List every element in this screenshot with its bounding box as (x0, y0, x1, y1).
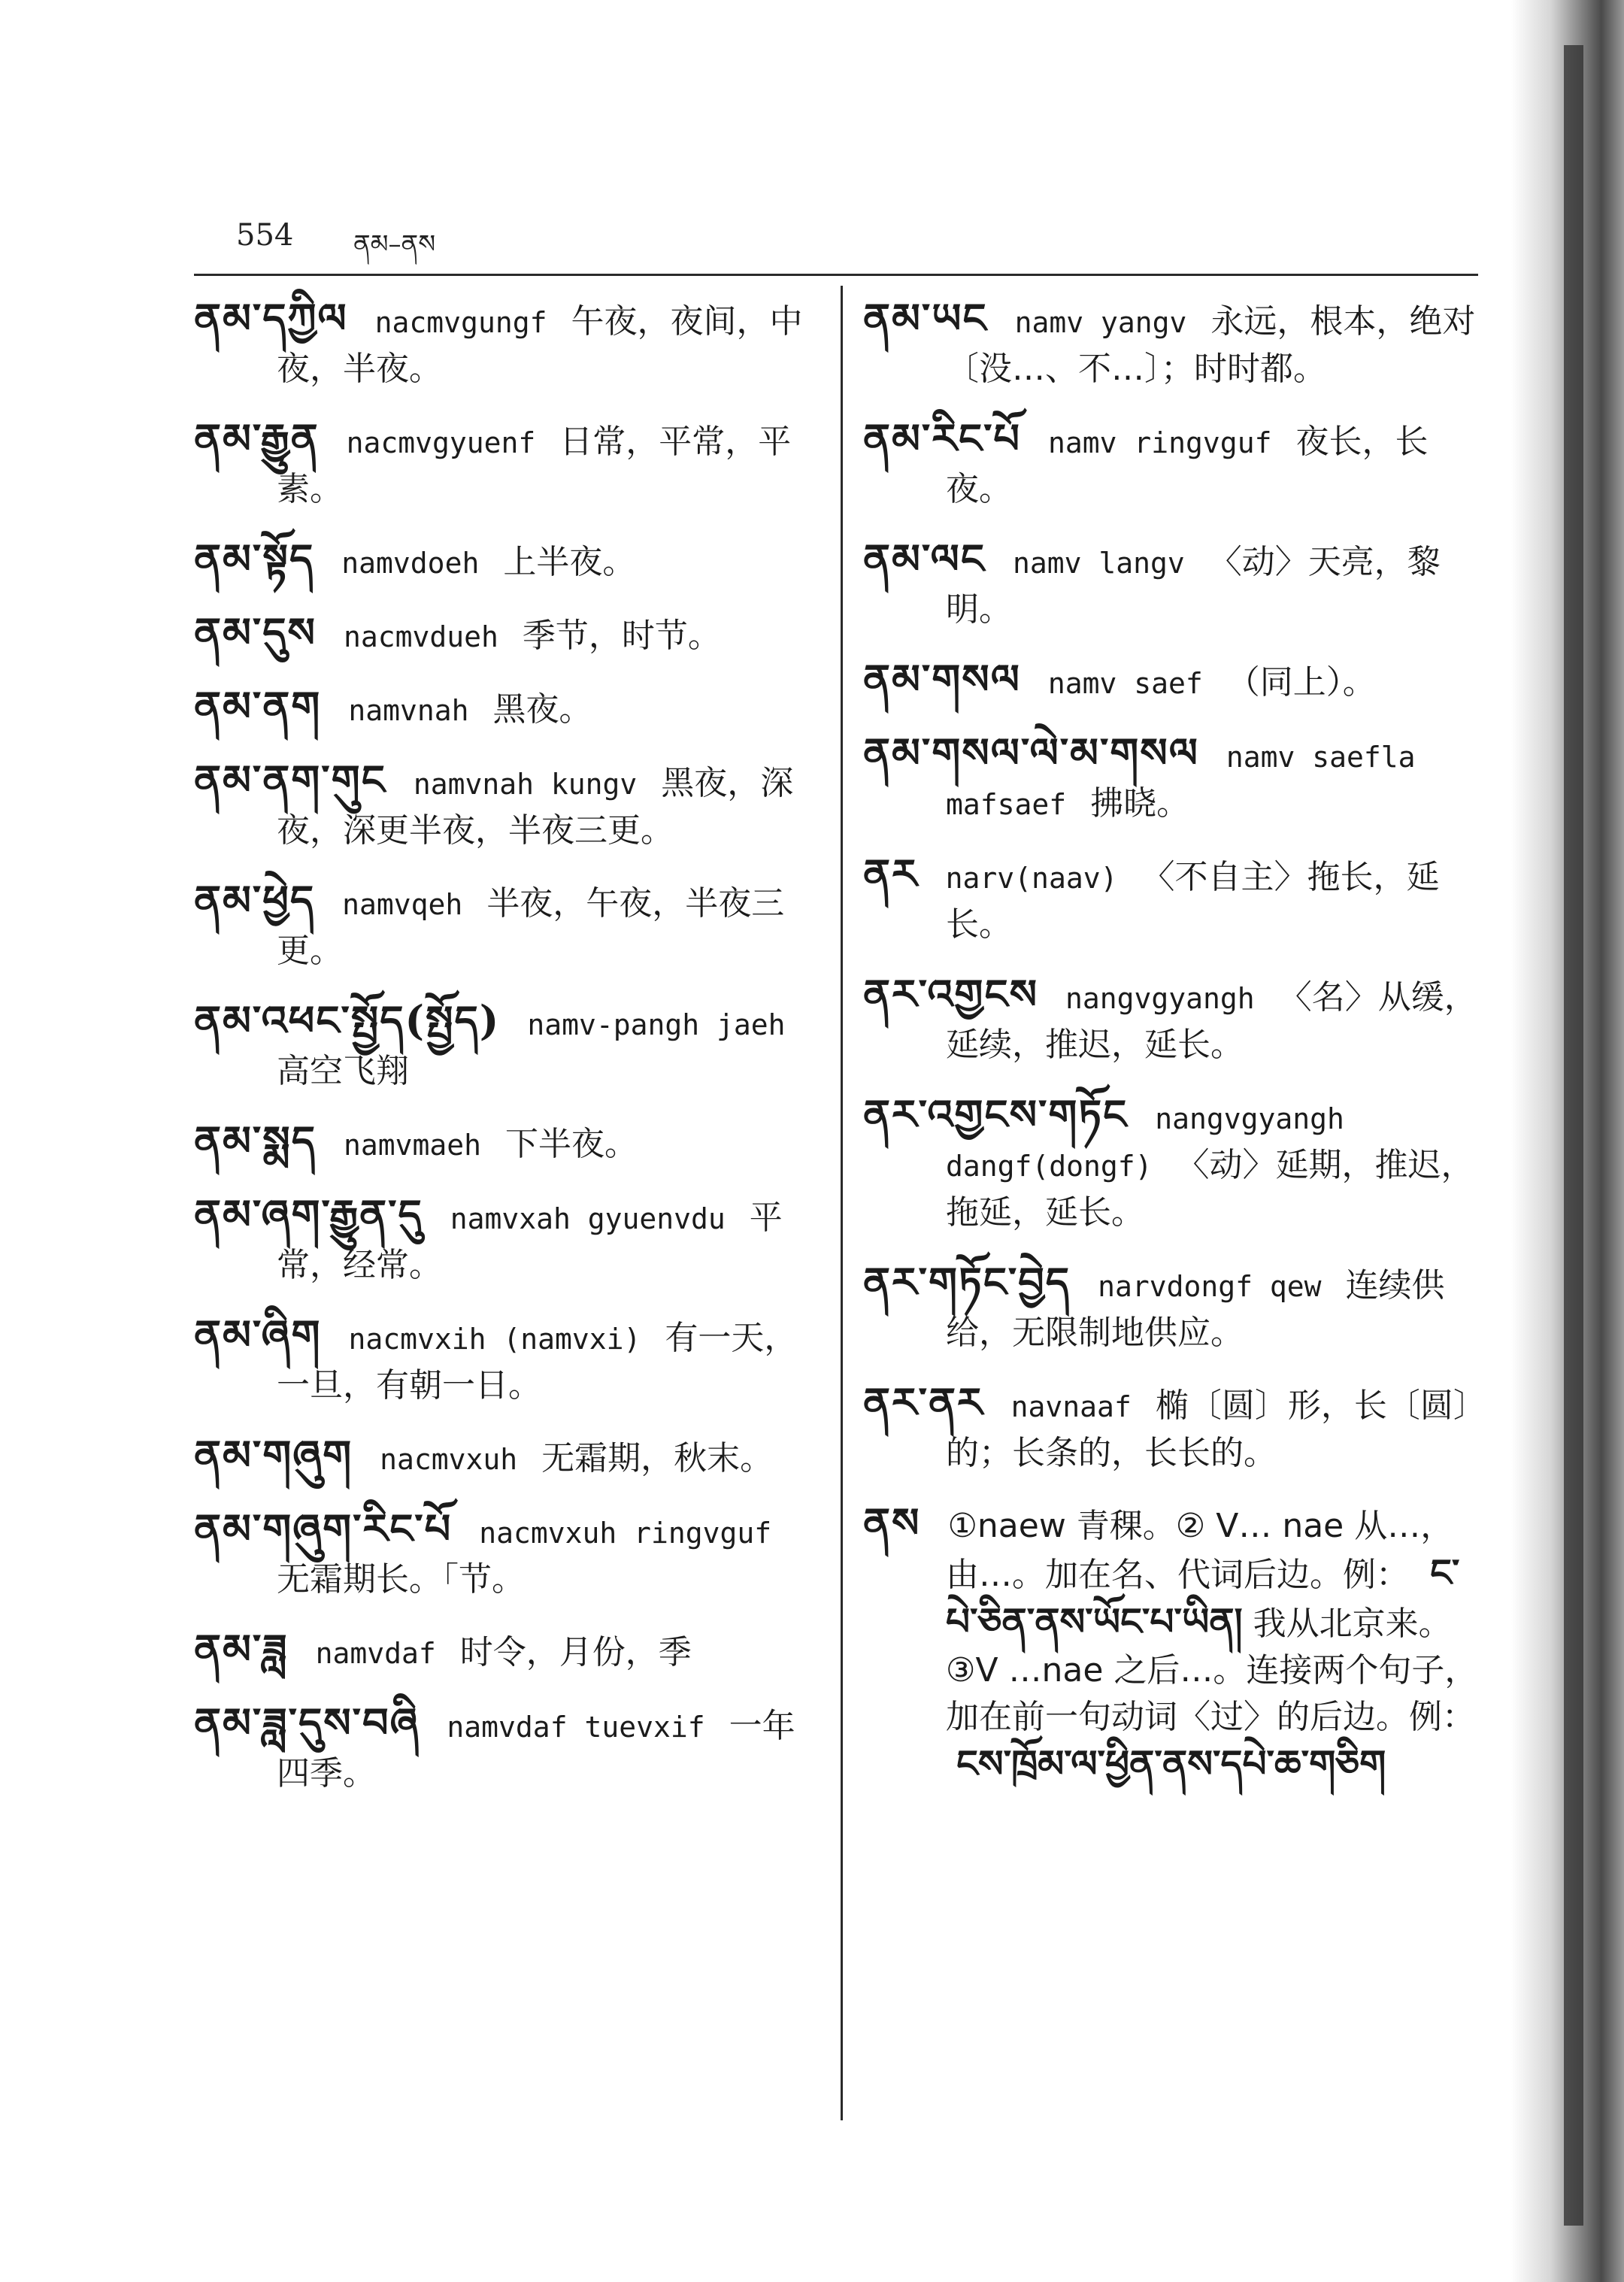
guide-words: ནམ–ནས (353, 229, 436, 259)
entry-romanization: namvmaeh (343, 1129, 482, 1162)
entry-definition: 平常，经常。 (277, 1199, 783, 1284)
dictionary-entry (194, 683, 815, 734)
entry-definition: ①naew 青稞。② V… nae 从…，由…。加在名、代词后边。例： (946, 1507, 1454, 1594)
entry-definition: 午夜，夜间，中夜，半夜。 (277, 302, 803, 388)
dictionary-entry (863, 1259, 1480, 1356)
scan-shadow-edge (1511, 0, 1624, 2282)
entry-definition: 永远，根本，绝对〔没…、不…〕；时时都。 (946, 302, 1476, 388)
dictionary-entry (863, 729, 1480, 828)
entry-romanization: nacmvgyuenf (346, 426, 536, 459)
column-divider (841, 286, 843, 2120)
entry-definition: 连续供给，无限制地供应。 (946, 1266, 1445, 1352)
dictionary-entry (194, 295, 815, 392)
dictionary-entry (863, 850, 1480, 948)
entry-romanization: namv saef (1047, 667, 1203, 700)
entry-headword: ནམ་ཞག་རྒྱུན་དུ (194, 1190, 423, 1238)
dictionary-entry (194, 997, 815, 1095)
entry-headword: ནམ་གསལ (863, 655, 1021, 703)
entry-headword: ནམ་རྒྱུན (194, 414, 320, 462)
entry-headword: ནམ་གཞུག (194, 1431, 353, 1479)
entry-headword: ནམ་གསལ་ལེ་མ་གསལ (863, 729, 1199, 777)
entry-romanization: namvnah kungv (413, 768, 638, 801)
entry-definition: 〈动〉天亮，黎明。 (946, 543, 1441, 629)
entry-romanization: nacmvxuh (380, 1443, 518, 1476)
entry-headword: ནམ་སྨད (194, 1117, 317, 1165)
entry-romanization: namv saefla mafsaef (946, 741, 1416, 821)
right-column (863, 295, 1480, 1812)
dictionary-entry (863, 1499, 1480, 1790)
entry-headword: ནར་གཏོང་བྱེད (863, 1258, 1071, 1306)
dictionary-entry (194, 415, 815, 513)
dictionary-entry (194, 1117, 815, 1168)
dictionary-entry (863, 1091, 1480, 1236)
entry-tibetan-example: ངས་ཁྲོམ་ལ་ཕྱིན་ནས་དཔེ་ཆ་གཅིག (956, 1741, 1386, 1786)
entry-romanization: namvdaf tuevxif (447, 1711, 705, 1744)
entry-definition: 时令，月份，季 (459, 1633, 692, 1671)
entry-definition: （同上）。 (1226, 663, 1376, 702)
entry-headword: ནས (863, 1499, 921, 1547)
entry-romanization: nacmvxuh ringvguf (479, 1517, 772, 1550)
entry-definition: 〈名〉从缓，延续，推迟，延长。 (946, 978, 1477, 1064)
entry-headword: ནམ་རིང་པོ (863, 414, 1022, 462)
dictionary-entry (194, 609, 815, 660)
dictionary-entry (194, 535, 815, 586)
entry-tibetan-example: ང་པེ་ཅིན་ནས་ཡོང་པ་ཡིན། (946, 1550, 1460, 1644)
entry-romanization: nacmvgungf (374, 306, 547, 339)
entry-headword: ནམ་ནག་གུང (194, 756, 386, 804)
dictionary-entry (194, 1626, 815, 1677)
entry-definition: 夜长，长夜。 (946, 423, 1429, 508)
entry-definition: 拂晓。 (1090, 784, 1190, 823)
dictionary-entry (863, 415, 1480, 513)
entry-definition: 黑夜，深夜，深更半夜，半夜三更。 (277, 764, 794, 850)
entry-headword: ནམ་ཟླ (194, 1625, 289, 1673)
entry-headword: ནམ་ཡང (863, 294, 988, 342)
entry-definition: 有一天，一旦，有朝一日。 (277, 1319, 798, 1405)
entry-romanization: namvnah (348, 694, 469, 727)
entry-romanization: namv langv (1012, 547, 1185, 580)
entry-romanization: namv yangv (1014, 306, 1187, 339)
dictionary-entry (863, 535, 1480, 633)
entry-headword: ནར་འགྱངས་གཏོང (863, 1090, 1129, 1138)
entry-definition: 上半夜。 (503, 543, 636, 581)
entry-headword: ནམ་དཀྱིལ (194, 294, 348, 342)
entry-headword: ནམ་སྟོད (194, 535, 315, 583)
entry-definition: 日常，平常，平素。 (277, 423, 792, 508)
header-rule (194, 274, 1478, 276)
entry-romanization: namv ringvguf (1048, 426, 1272, 459)
entry-headword: ནམ་འཕང་སྤྱོད(སྤྱོད) (194, 996, 501, 1044)
entry-romanization: nangvgyangh (1065, 982, 1255, 1015)
dictionary-entry (194, 877, 815, 974)
dictionary-entry (194, 1505, 815, 1603)
entry-headword: ནར་ནར (863, 1378, 984, 1426)
entry-romanization: nacmvdueh (343, 620, 498, 653)
entry-romanization: namv-pangh jaeh (527, 1008, 786, 1041)
entry-definition-continued: 我从北京来。③V …nae 之后…。连接两个句子，加在前一句动词〈过〉的后边。例： (946, 1605, 1478, 1736)
entry-definition: 一年四季。 (277, 1707, 795, 1793)
dictionary-entry (863, 656, 1480, 707)
entry-definition: 高空飞翔 (277, 1052, 409, 1090)
entry-definition: 椭〔圆〕形，长〔圆〕的；长条的，长长的。 (946, 1386, 1470, 1472)
left-column (194, 295, 815, 1820)
entry-definition: 黑夜。 (492, 690, 592, 729)
entry-headword: ནམ་ཟླ་དུས་བཞི (194, 1699, 420, 1747)
entry-definition: 半夜，午夜，半夜三更。 (277, 884, 785, 970)
entry-romanization: namvqeh (342, 888, 463, 921)
dictionary-entry (194, 1311, 815, 1409)
entry-definition: 季节，时节。 (522, 617, 721, 655)
entry-romanization: narv(naav) (945, 862, 1118, 895)
entry-definition: 〈动〉延期，推迟，拖延，延长。 (946, 1146, 1474, 1232)
dictionary-entry (194, 1432, 815, 1483)
entry-headword: ནམ་ནག (194, 682, 322, 730)
entry-headword: ནམ་ཕྱེད (194, 876, 316, 924)
dictionary-entry (863, 1379, 1480, 1477)
dictionary-entry (863, 971, 1480, 1068)
entry-headword: ནར (863, 850, 919, 898)
entry-definition: 无霜期，秋末。 (541, 1439, 774, 1477)
entry-romanization: nangvgyangh dangf(dongf) (946, 1102, 1344, 1183)
entry-definition: 下半夜。 (505, 1125, 638, 1163)
page-number: 554 (236, 218, 294, 253)
entry-headword: ནར་འགྱངས (863, 970, 1039, 1018)
entry-romanization: navnaaf (1010, 1390, 1132, 1423)
dictionary-entry (863, 295, 1480, 392)
entry-romanization: narvdongf qew (1098, 1270, 1322, 1303)
entry-romanization: namvdoeh (341, 547, 480, 580)
entry-headword: ནམ་ལང (863, 535, 986, 583)
entry-headword: ནམ་གཞུག་རིང་པོ (194, 1505, 453, 1553)
dictionary-entry (194, 1699, 815, 1797)
entry-romanization: namvdaf (315, 1637, 436, 1670)
dictionary-entry (194, 756, 815, 854)
entry-romanization: namvxah gyuenvdu (450, 1202, 726, 1235)
entry-romanization: nacmvxih (namvxi) (348, 1323, 641, 1356)
entry-definition: 〈不自主〉拖长，延长。 (946, 858, 1440, 944)
dictionary-entry (194, 1191, 815, 1289)
entry-headword: ནམ་དུས (194, 608, 317, 656)
entry-definition: 无霜期长。「节。 (277, 1560, 525, 1599)
entry-headword: ནམ་ཞིག (194, 1311, 322, 1359)
